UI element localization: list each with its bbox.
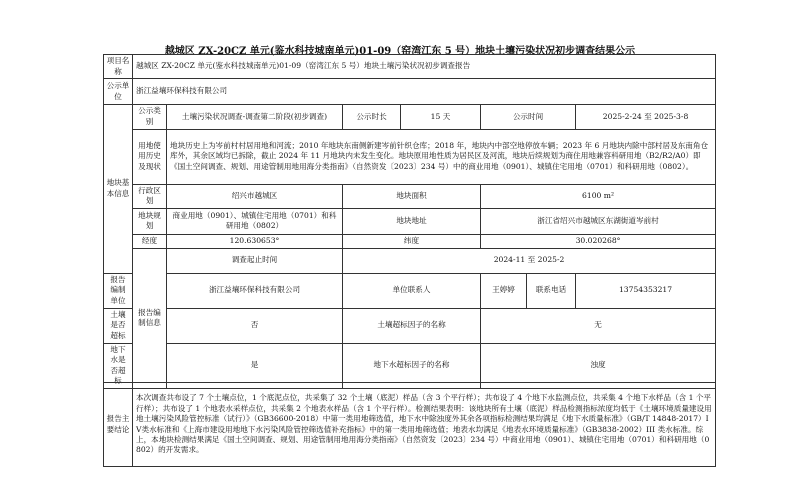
district-row — [104, 184, 716, 208]
info-table — [103, 54, 716, 389]
longitude-value: 120.630653° — [167, 234, 343, 248]
address-label: 地块地址 — [343, 208, 481, 234]
report-org-label: 报告编制单位 — [104, 273, 133, 308]
project-name-label: 项目名称 — [104, 55, 133, 79]
latitude-label: 纬度 — [343, 234, 481, 248]
history-row — [104, 129, 716, 184]
latitude-value: 30.020268° — [481, 234, 716, 248]
water-factor-label: 地下水超标因子的名称 — [343, 343, 481, 389]
water-exceed-label: 地下水是否超标 — [104, 343, 133, 389]
soil-exceed-row — [104, 308, 716, 343]
survey-period-label: 调查起止时间 — [167, 248, 343, 273]
planning-row — [104, 208, 716, 234]
address-value: 浙江省绍兴市越城区东湖街道岑前村 — [481, 208, 716, 234]
history-value: 地块历史上为岑前村村居用地和河流；2010 年地块东南侧新建岑前针织仓库；2018 年，地块内中部空地停放车辆；2023 年 6 月地块内除中部村居及东南角仓库外，其余区域均已拆除，截止 2024 年 11 月地块内未发生变化。地块原用地性质为居民区及河流，地块后续规划为商住用地兼容科研用地（B2/R2/A0）即《国土空间调查、规划、用途管制用地用海分类指南》（自然资发〔2023〕234 号）中的商业用地（0901）、城镇住宅用地（0701）和科研用地（0802）。 — [167, 129, 716, 184]
survey-period-value: 2024-11 至 2025-2 — [343, 248, 716, 273]
phone-value: 13754353217 — [576, 273, 716, 308]
publisher-label: 公示单位 — [104, 79, 133, 105]
conclusion-text: 本次调查共布设了 7 个土壤点位，1 个底泥点位，共采集了 32 个土壤（底泥）样品（含 3 个平行样）；共布设了 4 个地下水监测点位，共采集 4 个地下水样品（含 1 个平行样）；共布设了 1 个地表水采样点位，共采集 2 个地表水样品（含 1 个平行样）。检测结果表明：该地块所有土壤（底泥）样品检测指标浓度均低于《土壤环境质量建设用地土壤污染风险管控标准（试行）》（GB36600-2018）中第一类用地筛选值，地下水中除浊度外其余各项指标检测结果均满足《地下水质量标准》（GB/T 14848-2017）IV类水标准和《上海市建设用地地下水污染风险管控筛选值补充指标》中的第一类用地筛选值；地表水均满足《地表水环境质量标准》（GB3838-2002）III 类水标准。综上，本地块检测结果满足《国土空间调查、规划、用途管制用地用海分类指南》（自然资发〔2023〕234 号）中商业用地（0901）、城镇住宅用地（0701）和科研用地（0802）的开发需求。 — [133, 383, 716, 467]
publisher-row — [104, 79, 716, 105]
soil-exceed-label: 土壤是否超标 — [104, 308, 133, 343]
area-label: 地块面积 — [343, 184, 481, 208]
conclusion-section-label: 报告主要结论 — [104, 383, 133, 467]
water-exceed-value: 是 — [167, 343, 343, 389]
survey-period-row — [104, 248, 716, 273]
category-value: 土壤污染状况调查-调查第二阶段(初步调查) — [167, 105, 343, 129]
contact-value: 王婷婷 — [481, 273, 527, 308]
duration-label: 公示时长 — [343, 105, 401, 129]
duration-value: 15 天 — [401, 105, 481, 129]
history-label: 用地使用历史及现状 — [133, 129, 167, 184]
soil-factor-value: 无 — [481, 308, 716, 343]
planning-label: 地块规划 — [133, 208, 167, 234]
longitude-label: 经度 — [133, 234, 167, 248]
publish-time-value: 2025-2-24 至 2025-3-8 — [576, 105, 716, 129]
planning-value: 商业用地（0901）、城镇住宅用地（0701）和科研用地（0802） — [167, 208, 343, 234]
district-label: 行政区划 — [133, 184, 167, 208]
conclusion-row — [104, 383, 716, 467]
district-value: 绍兴市越城区 — [167, 184, 343, 208]
report-org-row — [104, 273, 716, 308]
coords-row — [104, 234, 716, 248]
project-name-row — [104, 55, 716, 79]
publish-time-label: 公示时间 — [481, 105, 576, 129]
page-title: 越城区 ZX-20CZ 单元(鉴水科技城南单元)01-09（窑湾江东 5 号）地块土壤污染状况初步调查结果公示 — [164, 46, 636, 57]
project-name-value: 越城区 ZX-20CZ 单元(鉴水科技城南单元)01-09（窑湾江东 5 号）地块土壤污染状况初步调查报告 — [133, 55, 716, 79]
category-row — [104, 105, 716, 129]
soil-exceed-value: 否 — [167, 308, 343, 343]
water-factor-value: 浊度 — [481, 343, 716, 389]
area-value: 6100 m² — [481, 184, 716, 208]
conclusion-table — [103, 382, 716, 467]
report-org-value: 浙江益壤环保科技有限公司 — [167, 273, 343, 308]
report-info-section-label: 报告编制信息 — [133, 248, 167, 388]
publisher-value: 浙江益壤环保科技有限公司 — [133, 79, 716, 105]
category-label: 公示类别 — [133, 105, 167, 129]
contact-label: 单位联系人 — [343, 273, 481, 308]
soil-factor-label: 土壤超标因子的名称 — [343, 308, 481, 343]
plot-info-section-label: 地块基本信息 — [104, 105, 133, 274]
phone-label: 联系电话 — [527, 273, 576, 308]
